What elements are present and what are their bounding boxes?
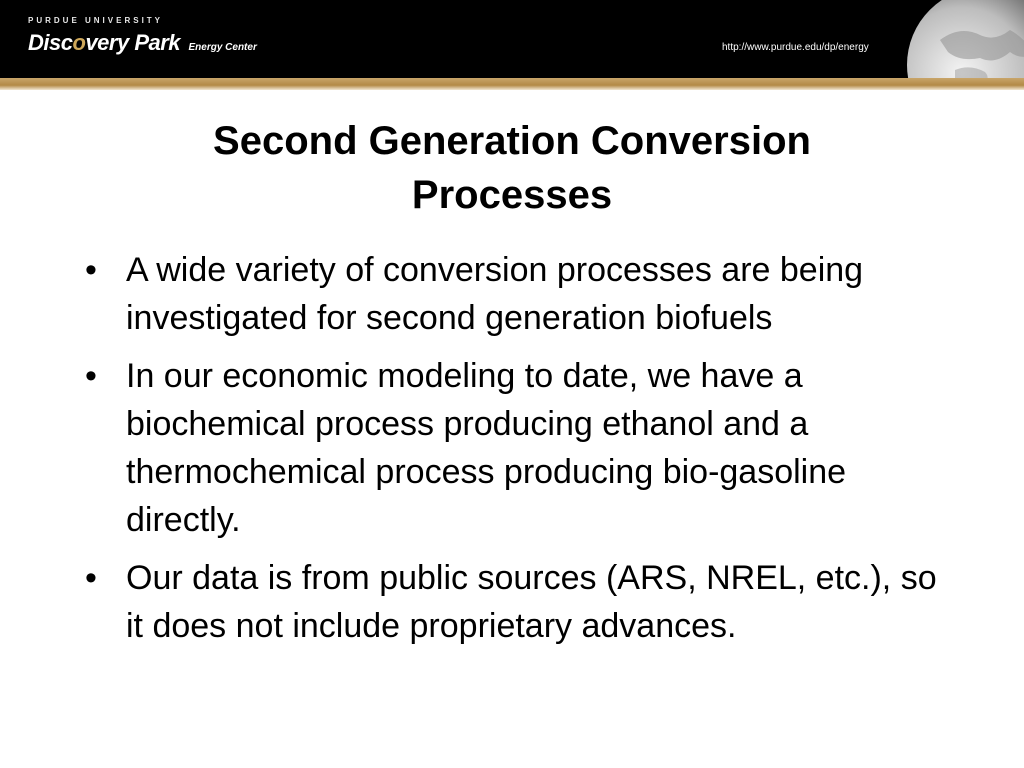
bullet-item — [85, 554, 955, 650]
slide-header-banner — [0, 0, 1024, 78]
slide-title-line2: Processes — [411, 173, 613, 217]
bullet-dot-icon: • — [85, 251, 97, 289]
logo-main-part1: Disc — [28, 30, 73, 55]
logo-university-text: PURDUE UNIVERSITY — [28, 16, 164, 25]
bullet-text: In our economic modeling to date, we have a biochemical process producing ethanol and a thermochemical process producing bio-gasoline directly. — [126, 357, 847, 539]
bullet-list — [85, 246, 955, 660]
header-url: http://www.purdue.edu/dp/energy — [722, 42, 869, 53]
bullet-item — [85, 352, 955, 544]
bullet-item — [85, 246, 955, 342]
bullet-text: Our data is from public sources (ARS, NREL, etc.), so it does not include proprietary advances. — [126, 559, 937, 645]
bullet-dot-icon: • — [85, 357, 97, 395]
discovery-park-logo — [28, 16, 257, 55]
slide-title — [0, 114, 1024, 222]
globe-icon — [900, 0, 1024, 78]
logo-sub-text: Energy Center — [188, 42, 257, 53]
bullet-dot-icon: • — [85, 559, 97, 597]
logo-main-o: o — [72, 30, 86, 55]
slide-title-line1: Second Generation Conversion — [213, 119, 811, 163]
header-accent-stripe — [0, 78, 1024, 90]
logo-main-text — [28, 30, 180, 55]
logo-main-part2: very Park — [85, 30, 181, 55]
bullet-text: A wide variety of conversion processes are being investigated for second generation biofuels — [126, 251, 864, 337]
